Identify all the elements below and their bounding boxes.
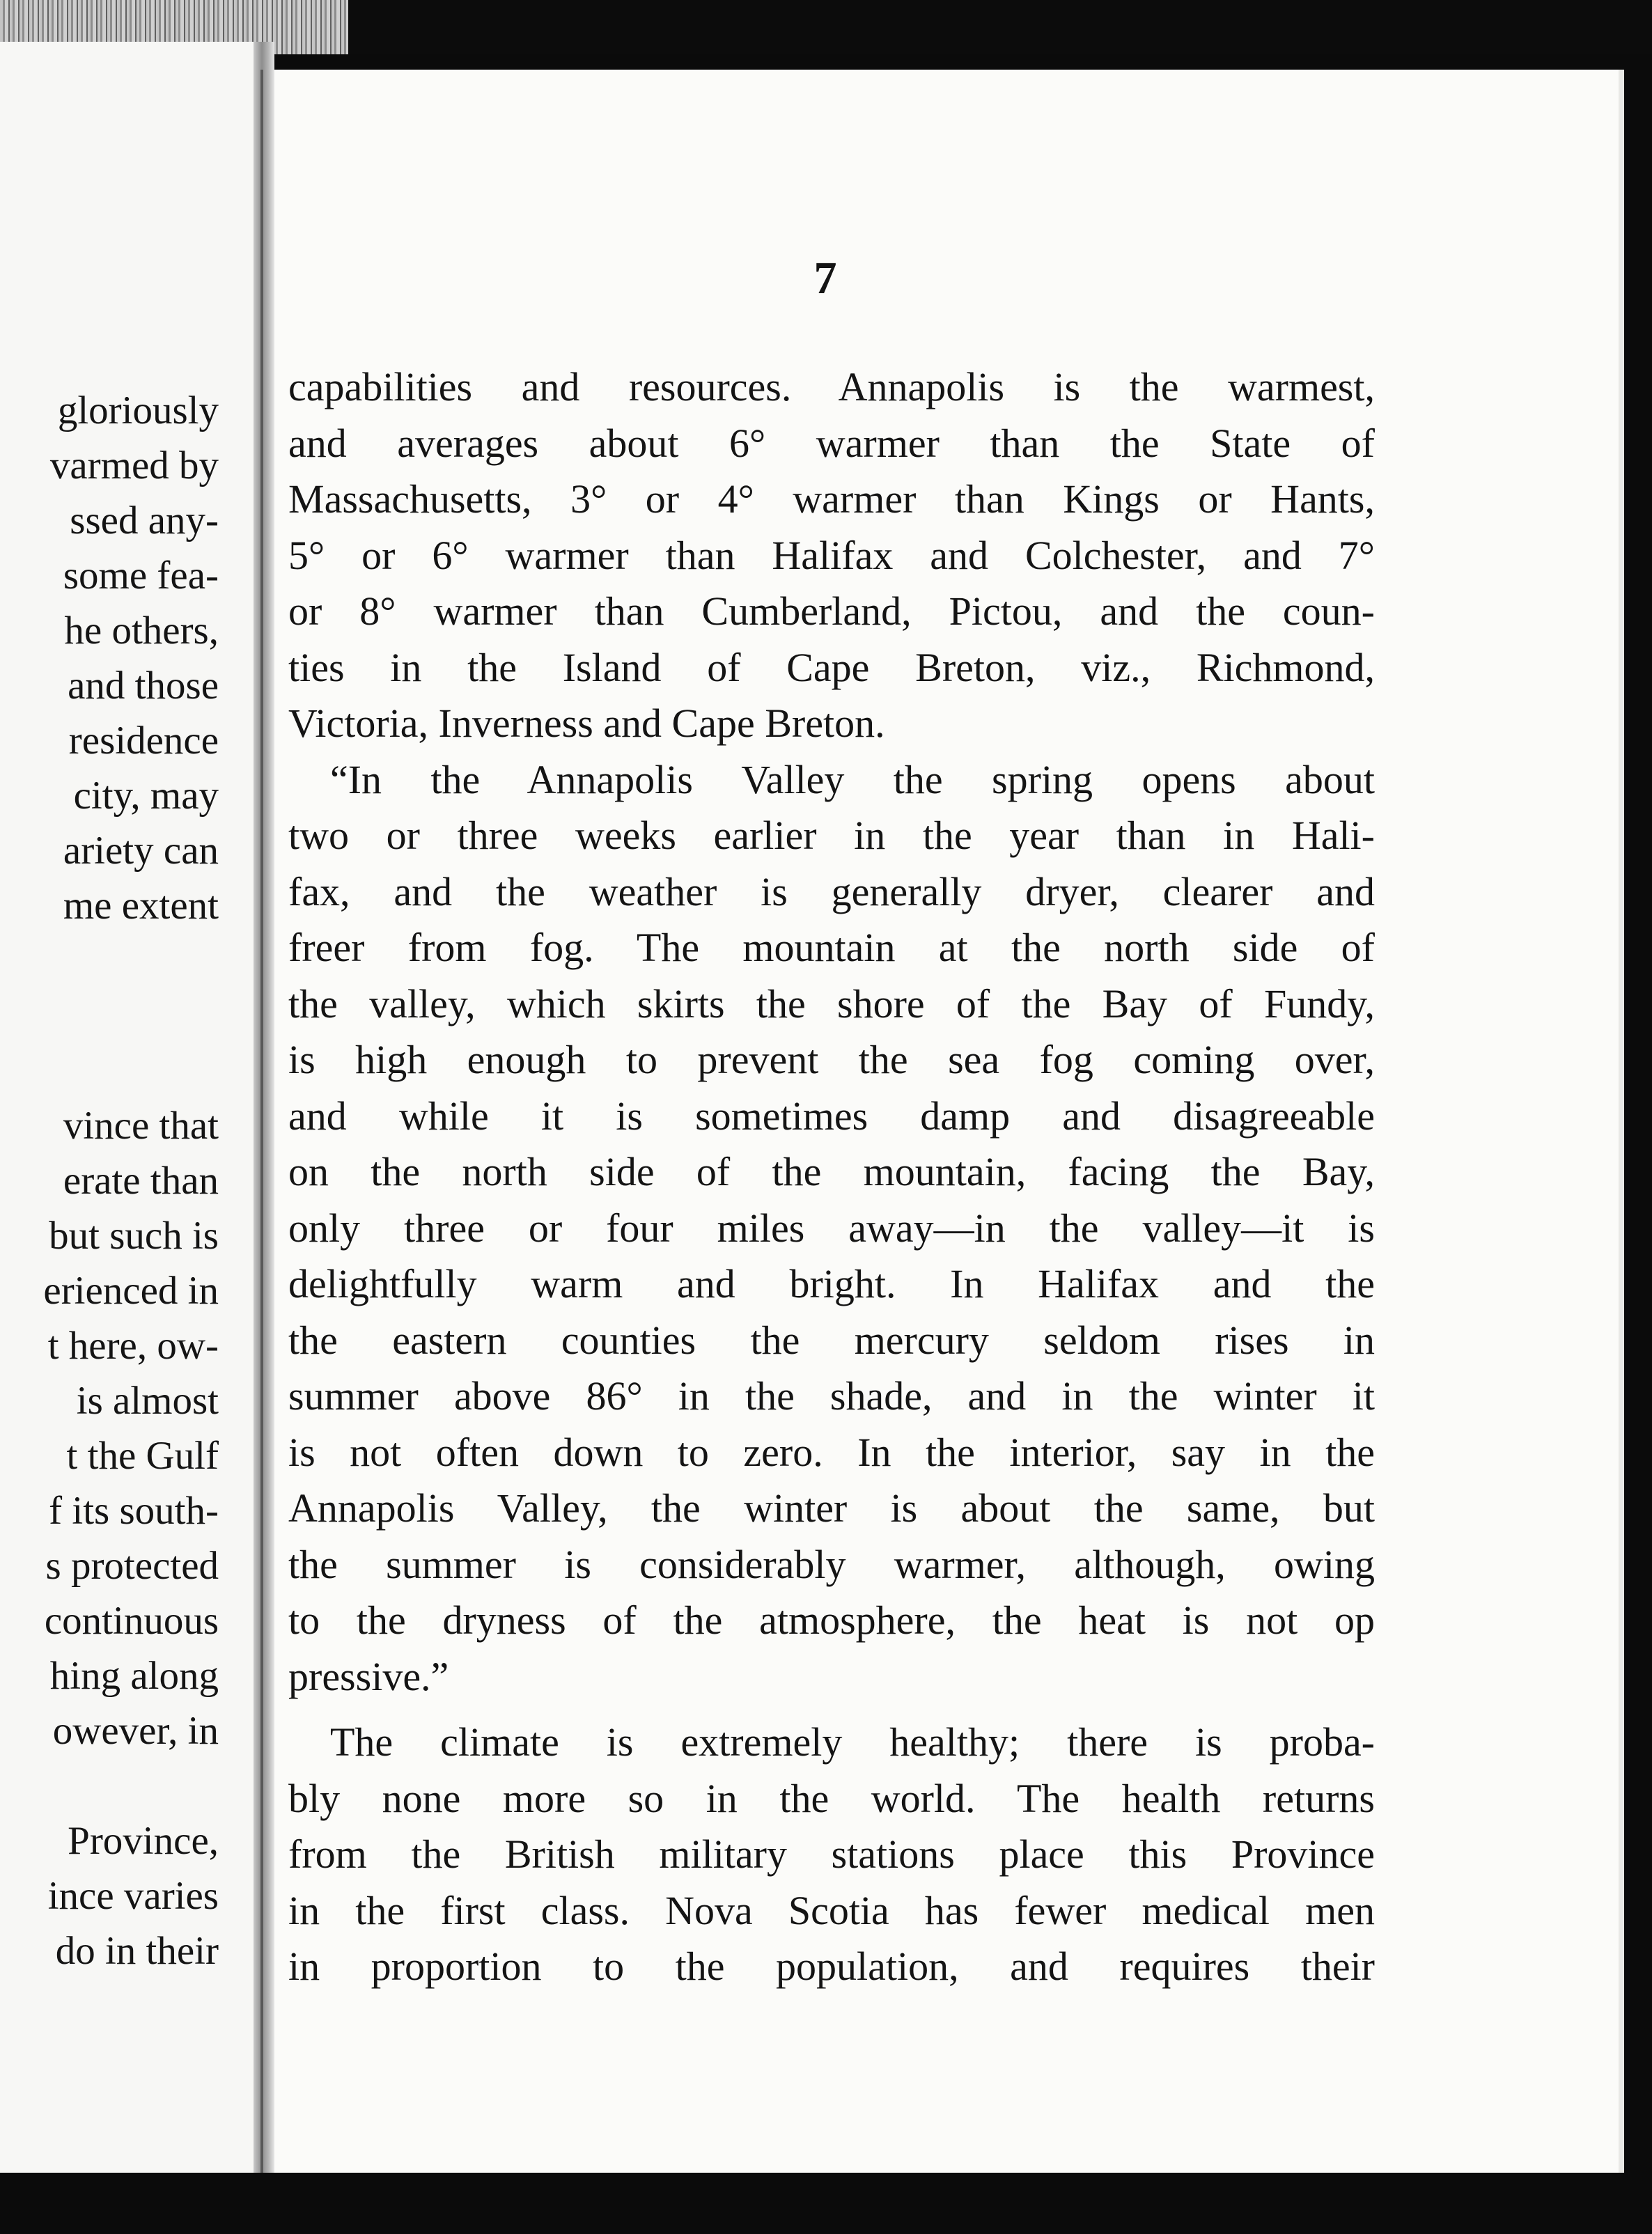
- facing-line: t the Gulf: [66, 1434, 219, 1478]
- text-line: pressive.”: [288, 1653, 449, 1699]
- facing-line-blank: [0, 988, 219, 1043]
- facing-line: erienced in: [43, 1269, 219, 1313]
- text-line: The climate is extremely healthy; there is proba-: [330, 1719, 1375, 1765]
- text-line: ties in the Island of Cape Breton, viz., Richmond,: [288, 644, 1375, 690]
- facing-line: t here, ow-: [47, 1324, 219, 1368]
- text-line: in the first class. Nova Scotia has fewer medical men: [288, 1887, 1375, 1933]
- text-line: and averages about 6° warmer than the State of: [288, 420, 1375, 466]
- text-line: summer above 86° in the shade, and in the winter it: [288, 1373, 1375, 1419]
- facing-line: ariety can: [63, 829, 219, 873]
- facing-line: f its south-: [49, 1489, 219, 1533]
- text-line: or 8° warmer than Cumberland, Pictou, and the coun-: [288, 588, 1375, 634]
- text-line: Victoria, Inverness and Cape Breton.: [288, 701, 885, 746]
- text-line: “In the Annapolis Valley the spring opens about: [330, 756, 1375, 802]
- facing-line: s protected: [45, 1544, 219, 1588]
- text-line: the valley, which skirts the shore of the Bay of Fundy,: [288, 981, 1375, 1026]
- page-number: 7: [813, 253, 837, 304]
- text-line: from the British military stations place this Province: [288, 1831, 1375, 1877]
- text-line: and while it is sometimes damp and disagreeable: [288, 1093, 1375, 1139]
- facing-line: is almost: [76, 1379, 219, 1423]
- text-line: fax, and the weather is generally dryer, clearer and: [288, 868, 1375, 914]
- text-line: freer from fog. The mountain at the north side of: [288, 925, 1375, 970]
- facing-line: vince that: [63, 1104, 219, 1148]
- facing-line: me extent: [63, 884, 219, 928]
- text-line: to the dryness of the atmosphere, the heat is not op: [288, 1598, 1375, 1643]
- facing-page-left: [0, 42, 254, 2194]
- facing-line: varmed by: [49, 444, 219, 487]
- facing-line: gloriously: [57, 389, 219, 432]
- facing-line: ince varies: [47, 1874, 219, 1918]
- facing-line: city, may: [73, 774, 219, 818]
- facing-line-blank: [0, 1758, 219, 1813]
- text-line: capabilities and resources. Annapolis is the warmest,: [288, 364, 1375, 409]
- text-line: is high enough to prevent the sea fog coming over,: [288, 1037, 1375, 1082]
- text-line: delightfully warm and bright. In Halifax and the: [288, 1261, 1375, 1306]
- main-text-block: [288, 359, 1375, 1995]
- facing-page-text: [0, 42, 219, 1978]
- text-line: Massachusetts, 3° or 4° warmer than Kings or Hants,: [288, 476, 1375, 522]
- text-line: only three or four miles away—in the valley—it is: [288, 1205, 1375, 1251]
- facing-line: hing along: [49, 1654, 219, 1698]
- facing-line: erate than: [63, 1159, 219, 1203]
- facing-line: continuous: [44, 1599, 219, 1643]
- text-line: is not often down to zero. In the interior, say in the: [288, 1429, 1375, 1475]
- text-line: 5° or 6° warmer than Halifax and Colchester, and 7°: [288, 532, 1375, 578]
- text-line: the eastern counties the mercury seldom rises in: [288, 1317, 1375, 1363]
- text-line: Annapolis Valley, the winter is about the same, but: [288, 1485, 1375, 1531]
- text-line: bly none more so in the world. The health returns: [288, 1775, 1375, 1821]
- facing-line: ssed any-: [70, 499, 219, 542]
- facing-line: but such is: [49, 1214, 219, 1258]
- scan-border-bottom: [0, 2173, 1652, 2234]
- text-line: on the north side of the mountain, facing the Bay,: [288, 1149, 1375, 1194]
- text-line: in proportion to the population, and requires their: [288, 1944, 1375, 1989]
- facing-line: owever, in: [52, 1709, 219, 1753]
- book-gutter: [254, 42, 274, 2194]
- text-line: two or three weeks earlier in the year than in Hali-: [288, 813, 1375, 858]
- gutter-shadow-line: [260, 70, 263, 2187]
- facing-line: Province,: [68, 1819, 219, 1863]
- text-line: the summer is considerably warmer, although, owing: [288, 1541, 1375, 1587]
- facing-line: and those: [68, 664, 219, 708]
- facing-line: he others,: [64, 609, 219, 653]
- facing-line: residence: [68, 719, 219, 763]
- facing-line-blank: [0, 933, 219, 988]
- facing-line: some fea-: [63, 554, 219, 597]
- facing-line: do in their: [55, 1929, 219, 1973]
- facing-line-blank: [0, 1043, 219, 1098]
